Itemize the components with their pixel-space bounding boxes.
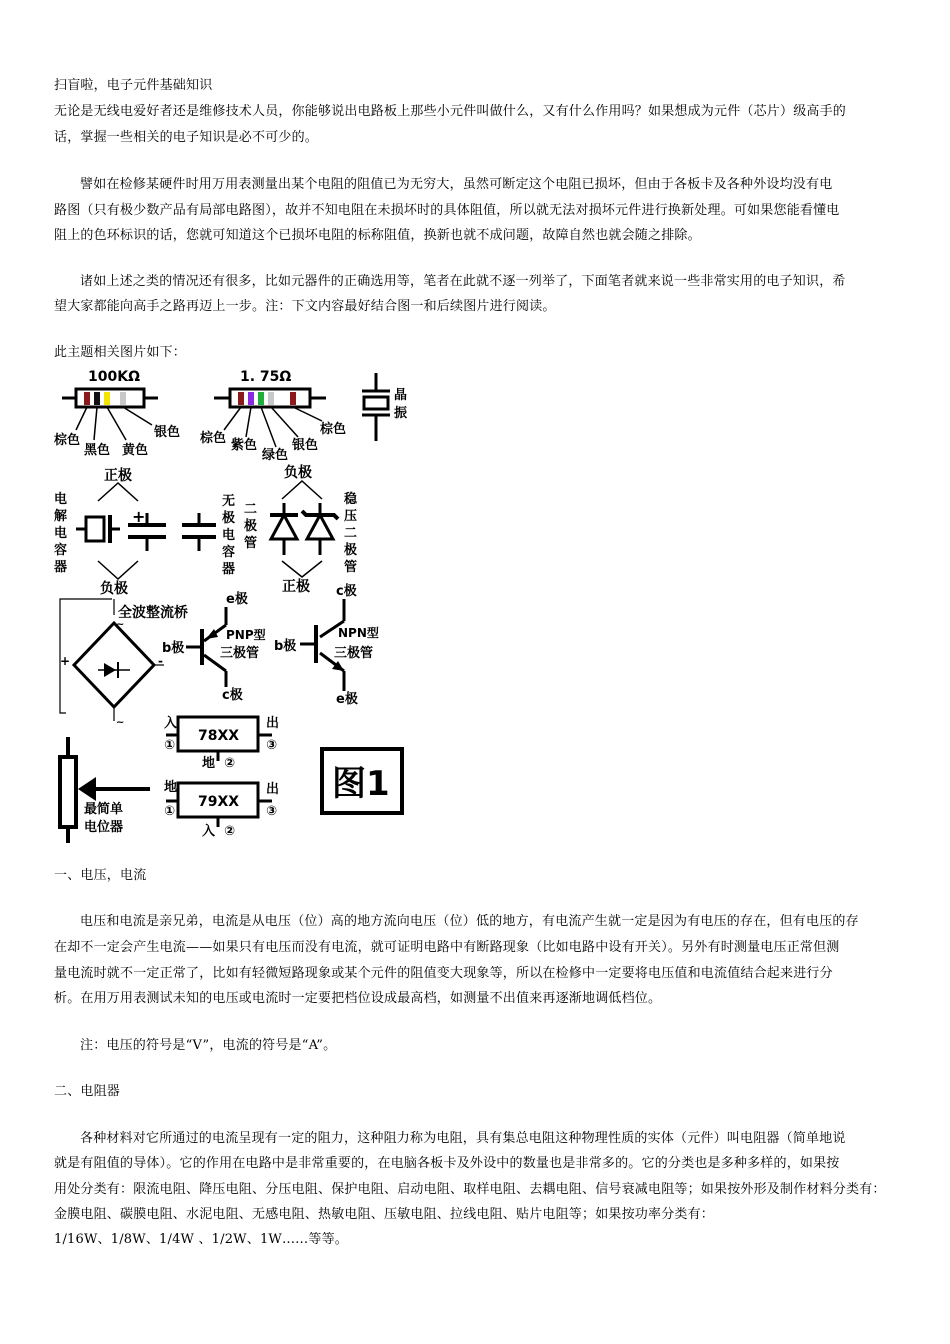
r79-gnd-label: 地	[164, 780, 178, 795]
npn-e-label: e极	[336, 692, 358, 707]
r2-band-silver	[268, 392, 274, 405]
diodes	[243, 464, 358, 595]
capacitors	[54, 467, 235, 597]
r1-band-label-4: 银色	[154, 425, 181, 440]
r1-band-brown	[84, 392, 90, 405]
r1-band-yellow	[104, 392, 110, 405]
bridge-rectifier	[60, 599, 188, 728]
potentiometer	[60, 737, 150, 843]
sec2-line-2: 就是有阻值的导体）。它的作用在电路中是非常重要的，在电脑各板卡及外设中的数量也是非常多的。它的分类也是多种多样的，如果按	[54, 1156, 840, 1171]
zener-label-5: 管	[344, 560, 358, 575]
figure-label-box	[322, 749, 402, 813]
picture-caption: 此主题相关图片如下：	[54, 345, 187, 360]
npn-c-label: c极	[336, 584, 357, 599]
zener-label-3: 二	[344, 526, 358, 541]
resistor-1	[54, 369, 180, 458]
p1-line-3: 阻上的色环标识的话，您就可知道这个已损坏电阻的标称阻值，换新也就不成问题，故障自然也就会随之排除。	[54, 228, 701, 243]
ecap-label-2: 解	[54, 509, 68, 524]
r2-band-label-4: 银色	[292, 438, 319, 453]
bridge-ac-top: ~	[116, 619, 125, 630]
intro-line-2: 话，掌握一些相关的电子知识是必不可少的。	[54, 130, 319, 145]
r1-band-label-2: 黑色	[84, 443, 111, 458]
r78-pin1: ①	[164, 738, 176, 753]
sec1-line-2: 在却不一定会产生电流——如果只有电压而没有电流，就可证明电路中有断路现象（比如电路中设有开关）。另外有时测量电压正常但测	[54, 940, 840, 955]
ecap-label-5: 器	[54, 560, 68, 575]
p2-line-2: 望大家都能向高手之路再迈上一步。注：下文内容最好结合图一和后续图片进行阅读。	[54, 299, 556, 314]
r2-band-label-3: 绿色	[262, 448, 289, 463]
r1-band-label-1: 棕色	[54, 433, 81, 448]
r2-value: 1. 75Ω	[240, 369, 292, 385]
npn-b-label: b极	[274, 639, 297, 654]
pnp-e-label: e极	[226, 592, 248, 607]
r2-band-label-2: 紫色	[231, 438, 258, 453]
npn-name-label: 三极管	[334, 646, 374, 661]
sec2-line-1: 各种材料对它所通过的电流呈现有一定的阻力，这种阻力称为电阻，具有集总电阻这种物理性质的实体（元件）叫电阻器（简单地说	[80, 1131, 846, 1146]
sec2-line-5: 1/16W、1/8W、1/4W 、1/2W、1W……等等。	[54, 1232, 348, 1247]
ncap-label-4: 容	[222, 545, 236, 560]
sec1-line-3: 量电流时就不一定正常了，比如有轻微短路现象或某个元件的阻值变大现象等，所以在检修中一定要将电压值和电流值结合起来进行分	[54, 966, 833, 981]
components-diagram	[54, 365, 414, 847]
r78-pin3: ③	[266, 738, 278, 753]
figure-number: 图1	[332, 764, 390, 804]
r2-band-green	[258, 392, 264, 405]
figure-components	[54, 365, 414, 847]
sec1-line-4: 析。在用万用表测试未知的电压或电流时一定要把档位设成最高档，如测量不出值来再逐渐地调低档位。	[54, 991, 662, 1006]
r79-pin2: ②	[224, 824, 236, 839]
r78-model: 78XX	[198, 728, 240, 744]
r2-band-label-1: 棕色	[200, 431, 227, 446]
diode-label-2: 极	[244, 519, 258, 534]
zener-label-1: 稳	[344, 492, 358, 507]
ecap-label-3: 电	[54, 526, 68, 541]
ecap-label-1: 电	[54, 492, 68, 507]
ncap-label-1: 无	[222, 494, 236, 509]
r79-pin1: ①	[164, 804, 176, 819]
section-2-title: 二、电阻器	[54, 1084, 121, 1099]
p2-line-1: 诸如上述之类的情况还有很多，比如元器件的正确选用等，笔者在此就不逐一列举了，下面笔者就来说一些非常实用的电子知识，希	[80, 274, 846, 289]
bridge-plus: +	[60, 654, 71, 668]
r2-band-brown-2	[290, 392, 296, 405]
cap-positive-label: 正极	[104, 468, 132, 484]
sec1-line-1: 电压和电流是亲兄弟，电流是从电压（位）高的地方流向电压（位）低的地方，有电流产生就一定是因为有电压的存在，但有电压的存	[80, 914, 859, 929]
ncap-label-5: 器	[222, 562, 236, 577]
regulator-79xx	[164, 779, 279, 839]
pnp-type-label: PNP型	[226, 628, 266, 642]
pnp-b-label: b极	[162, 641, 185, 656]
r2-band-label-5: 棕色	[320, 422, 347, 437]
ecap-label-4: 容	[54, 543, 68, 558]
diode-label-1: 二	[244, 502, 258, 517]
r78-out-label: 出	[266, 716, 280, 731]
r79-in-label: 入	[202, 824, 216, 839]
bridge-ac-bottom: ~	[116, 717, 125, 728]
r1-band-black	[94, 392, 100, 405]
p1-line-2: 路图（只有极少数产品有局部电路图），故并不知电阻在未损坏时的具体阻值，所以就无法对损坏元件进行换新处理。可如果您能看懂电	[54, 203, 840, 218]
ncap-label-3: 电	[222, 528, 236, 543]
r79-model: 79XX	[198, 794, 240, 810]
npn-transistor	[274, 583, 379, 707]
r79-pin3: ③	[266, 804, 278, 819]
regulator-78xx	[164, 715, 279, 771]
sec2-line-4: 金膜电阻、碳膜电阻、水泥电阻、无感电阻、热敏电阻、压敏电阻、拉线电阻、贴片电阻等；如果按功率分类有：	[54, 1207, 715, 1222]
zener-label-4: 极	[344, 543, 358, 558]
r1-value: 100KΩ	[88, 369, 140, 385]
r2-band-purple	[248, 392, 254, 405]
sec1-note: 注：电压的符号是“V”，电流的符号是“A”。	[80, 1038, 337, 1053]
diode-negative-label: 负极	[284, 465, 312, 481]
cap-negative-label: 负极	[100, 581, 128, 597]
crystal-label-2: 振	[394, 406, 408, 421]
diode-positive-label: 正极	[282, 579, 310, 595]
sec2-line-3: 用处分类有：限流电阻、降压电阻、分压电阻、保护电阻、启动电阻、取样电阻、去耦电阻、信号衰减电阻等；如果按外形及制作材料分类有：	[54, 1182, 886, 1197]
bridge-minus: -	[158, 654, 163, 668]
crystal-label-1: 晶	[394, 388, 408, 403]
bridge-label: 全波整流桥	[118, 605, 188, 621]
r2-band-brown	[238, 392, 244, 405]
r79-out-label: 出	[266, 782, 280, 797]
r1-band-label-3: 黄色	[122, 443, 149, 458]
r78-pin2: ②	[224, 756, 236, 771]
pot-label-2: 电位器	[84, 820, 124, 835]
zener-label-2: 压	[344, 509, 358, 524]
crystal-symbol	[362, 373, 407, 441]
article-title: 扫盲啦，电子元件基础知识	[54, 78, 213, 93]
r78-gnd-label: 地	[202, 756, 216, 771]
section-1-title: 一、电压，电流	[54, 868, 147, 883]
r78-in-label: 入	[164, 716, 178, 731]
cap-plus-sign: +	[132, 507, 146, 526]
r1-band-silver	[120, 392, 126, 405]
intro-line-1: 无论是无线电爱好者还是维修技术人员，你能够说出电路板上那些小元件叫做什么，又有什么作用吗？如果想成为元件（芯片）级高手的	[54, 104, 847, 119]
diode-label-3: 管	[244, 536, 258, 551]
pnp-c-label: c极	[222, 688, 243, 703]
ncap-label-2: 极	[222, 511, 236, 526]
pnp-name-label: 三极管	[220, 646, 260, 661]
resistor-2	[200, 369, 346, 463]
npn-type-label: NPN型	[338, 626, 379, 640]
pot-label-1: 最简单	[84, 802, 124, 817]
p1-line-1: 譬如在检修某硬件时用万用表测量出某个电阻的阻值已为无穷大，虽然可断定这个电阻已损坏，但由于各板卡及各种外设均没有电	[80, 177, 833, 192]
